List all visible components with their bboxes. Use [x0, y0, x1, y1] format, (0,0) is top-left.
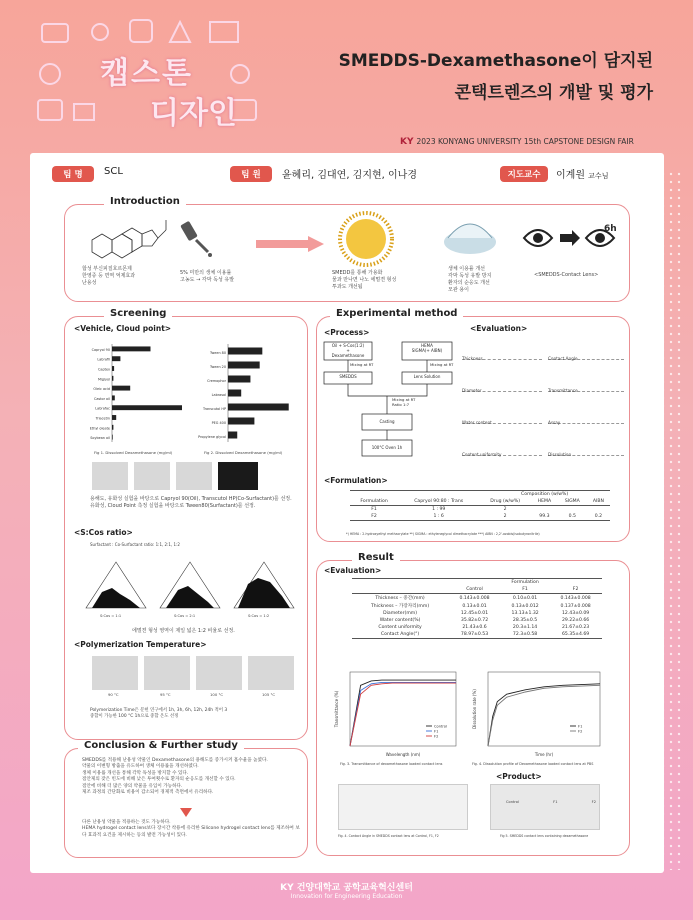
method-title: Experimental method: [330, 308, 463, 319]
result-table: [352, 578, 602, 639]
fig3-caption: Fig. 3. Transmittance of dexamethasone loaded contact lens: [340, 762, 443, 766]
tick-label: Ethyl oleate: [89, 426, 110, 431]
micelle-icon: [336, 210, 396, 268]
bar-mark: [112, 395, 115, 400]
col-header: AIBN: [587, 498, 610, 506]
col-header: SIGMA: [558, 498, 587, 506]
bar-mark: [112, 405, 182, 410]
intro-bullets-1: [82, 266, 182, 287]
member-names: 윤혜리, 김대연, 김지현, 이나경: [282, 170, 417, 181]
vial-image-4: [218, 462, 258, 490]
col-header: HEMA: [531, 498, 558, 506]
legend-label: F1: [434, 729, 439, 734]
col-header: Formulation: [350, 498, 398, 506]
intro-b4-item: 각막 독성 유발 방지: [448, 273, 492, 279]
bar-mark: [112, 376, 113, 381]
bar-mark: [228, 362, 260, 369]
table-row: Contact Angle(°) 78.97±0.53 72.3±0.58 65.35±4.69: [352, 631, 602, 639]
result-eval-subtitle: <Evaluation>: [324, 566, 382, 575]
tick-label: Labrafac: [95, 406, 110, 411]
bar-mark: [112, 356, 120, 361]
product-subtitle: <Product>: [496, 772, 542, 781]
eval-label: Contact Angle: [548, 356, 578, 361]
tick-label: Transcutol HP: [203, 406, 226, 411]
mix3-block: [392, 398, 415, 408]
eval-label: Thickness: [462, 356, 483, 361]
tick-label: PEG 400: [211, 420, 226, 425]
fig2-caption: Fig 2. Dissolved Dexamethasone (mg/ml): [204, 450, 283, 455]
bar-mark: [112, 366, 114, 371]
x-axis-label: Wavelength (nm): [385, 752, 421, 757]
temp-label: 105 °C: [262, 692, 276, 697]
result-title: Result: [352, 552, 400, 563]
ratio-note: Surfactant : Co-Surfactant ratio: 1:1, 2:1, 1:2: [90, 542, 180, 547]
eval-label: Diameter: [462, 388, 482, 393]
intro-b1-item: 난용성: [82, 280, 97, 286]
intro-bullets-2: [180, 270, 270, 284]
ternary-diagrams: [82, 560, 302, 614]
screening-note: 용해도, 유화성 실험을 바탕으로 Capryol 90(Oil), Transcutol HP(Co-Surfactant)를 선정.: [90, 496, 292, 502]
intro-b3-item: 물과 만나면 나노 에멀젼 형성: [332, 277, 397, 283]
member-label: 팀 원: [230, 166, 272, 182]
series-line: [350, 682, 456, 746]
molecule-icon: [82, 210, 172, 265]
poly-note: 중합이 가능한 100 °C 1h으로 중합 온도 선정: [90, 714, 179, 720]
mix2-label: Mixing at RT: [430, 362, 454, 367]
intro-b4-item: 생체 이용률 개선: [448, 266, 485, 272]
intro-b2-item: 5% 미만의 생체 이용률: [180, 270, 232, 276]
transmittance-chart: [332, 668, 460, 758]
eyedropper-icon: [178, 218, 218, 258]
temp-label: 100 °C: [210, 692, 224, 697]
intro-b1-item: 한영증 등 면역 억제효과: [82, 273, 136, 279]
intro-b4-item: 모관 용이: [448, 287, 469, 293]
vial-image-2: [134, 462, 170, 490]
intro-b3-item: SMEDD를 통해 가용화: [332, 270, 383, 276]
conclusion-item: SMEDDS를 적용해 난용성 약물인 Dexamethasone의 용해도를 증가시켜 흡수율을 높였다.: [82, 758, 268, 763]
ratio-subtitle: <S:Cos ratio>: [74, 528, 133, 537]
table-row: F1 1 : 99 2: [371, 507, 507, 512]
y-axis-label: Transmittance (%): [334, 690, 339, 728]
plus-label: +: [346, 348, 350, 354]
box-oil: [324, 343, 372, 359]
col-header: F1: [501, 586, 549, 594]
bar-chart-2: [192, 340, 300, 448]
ternary-1: [86, 562, 146, 608]
arrow-down-icon: [180, 808, 192, 818]
bar-chart-1: [76, 340, 188, 448]
eval-subtitle: <Evaluation>: [470, 324, 528, 333]
eval-label: Assay: [548, 420, 561, 425]
footer: [0, 880, 693, 900]
conclusion-list: [82, 758, 302, 797]
intro-bullets-3: [332, 270, 442, 291]
ternary-3: [234, 562, 294, 608]
poly-subtitle: <Polymerization Temperature>: [74, 640, 207, 649]
y-axis-label: Dissolution rate (%): [472, 689, 477, 729]
process-subtitle: <Process>: [324, 328, 370, 337]
product-labels: [506, 800, 596, 805]
fair-text: 2023 KONYANG UNIVERSITY 15th CAPSTONE DESIGN FAIR: [416, 137, 634, 146]
poster-title-2: 콘택트렌즈의 개발 및 평가: [454, 83, 653, 103]
future-list: [82, 820, 302, 839]
team-name: SCL: [104, 166, 123, 177]
intro-b3-item: 투과도 개선됨: [332, 284, 363, 290]
col-header: Drug (w/w%): [479, 498, 531, 506]
x-axis-label: Time (hr): [534, 752, 554, 757]
table-row: F2 1 : 6 2 99.3 0.5 0.2: [350, 513, 610, 521]
bar-mark: [112, 386, 130, 391]
fair-banner: [400, 137, 660, 147]
advisor-title: 교수님: [588, 172, 609, 180]
product-photo: [490, 784, 600, 830]
table-row: Thickness – 중간(mm) 0.143±0.008 0.10±0.01 0.143±0.008: [375, 595, 591, 601]
legend-label: Control: [434, 724, 447, 729]
mix3-label: Mixing at RT: [392, 397, 416, 402]
tick-label: Castor oil: [93, 396, 110, 401]
lens-caption: <SMEDDS-Contact Lens>: [534, 272, 599, 278]
conclusion-item: 점안제의 잦은 빈도에 비해 낮은 투여횟수로 환자의 순응도를 개선할 수 있다.: [82, 777, 236, 783]
conclusion-item: 약물의 이변형 방출을 유도하여 생체 이용률을 개선하였다.: [82, 764, 199, 770]
tri-caption: S:Cos = 1:2: [248, 614, 270, 618]
box-hema: [402, 343, 452, 353]
bar-mark: [112, 435, 113, 440]
intro-b4-item: 환자의 순응도 개선: [448, 280, 490, 286]
poster-title: SMEDDS-Dexamethasone이 담지된: [338, 51, 653, 71]
eval-label: Dissolution: [548, 452, 572, 457]
logo-text-2: 디자인: [150, 96, 237, 131]
dexa-label: Dexamethasone: [331, 353, 365, 359]
lens-photo-100: [196, 656, 242, 690]
ratio-label: Ratio 1:7: [392, 401, 410, 407]
intro-title: Introduction: [104, 196, 186, 207]
dissolution-chart: [470, 668, 604, 758]
tick-label: Capryol 90: [91, 347, 110, 352]
ternary-2: [160, 562, 220, 608]
eval-label: Content uniformity: [462, 452, 502, 457]
footer-logo: KY: [280, 883, 294, 893]
legend-label: F2: [578, 729, 583, 734]
footer-org-name: 건양대학교 공학교육혁신센터: [296, 883, 413, 893]
future-item: HEMA hydrogel contact lens보다 장시간 착용에 유리한 Silicone hydrogel contact lens를 제조하여 보다 효과적 요건을 제시하는 등의 발전 가능성이 있다.: [82, 826, 300, 838]
tick-label: Triacetin: [95, 416, 110, 421]
hema-label: HEMA: [421, 343, 433, 348]
conclusion-item: 생체 이용률 개선을 통해 각막 독성을 방지할 수 있다.: [82, 770, 189, 776]
fig6-caption: Fig 5. SMEDDS contact lens containing dexamethasone: [500, 834, 589, 838]
bar-mark: [112, 415, 116, 420]
advisor: 이계원: [556, 170, 585, 181]
time-label: 6h: [604, 224, 617, 234]
conclusion-item: 제조 과정의 간단화로 비용이 감소되어 경제적 측면에서 유리하다.: [82, 790, 214, 796]
eval-label: Water content: [462, 420, 492, 425]
bar-mark: [228, 418, 254, 425]
fair-logo: KY: [400, 137, 414, 147]
series-line: [488, 685, 600, 746]
team-label: 팀 명: [52, 166, 94, 182]
table-row: Thickness – 가장자리(mm) 0.13±0.01 0.13±0.012 0.137±0.008: [370, 603, 591, 609]
bar-mark: [112, 425, 113, 430]
product-label: F1: [553, 800, 558, 804]
bar-mark: [112, 346, 151, 351]
poly-notes: [90, 708, 300, 720]
vial-image-1: [92, 462, 128, 490]
oil-label: Oil + S-Cos(1:2): [331, 343, 365, 348]
ratio-result: 에멀젼 형성 영역이 제일 넓은 1:2 비율로 선정.: [132, 628, 235, 634]
fig1-caption: Fig 1. Dissolved Dexamethasone (mg/ml): [94, 450, 173, 455]
smedds-label: SMEDDS: [339, 374, 357, 379]
table-row: Diameter(mm) 12.45±0.01 13.13±1.32 12.43±0.09: [383, 611, 590, 616]
poly-note: Polymerization Time은 문헌 연구에서 1h, 3h, 6h, 12h, 24h 적어 3: [90, 708, 228, 713]
tri-caption: S:Cos = 1:1: [100, 614, 122, 618]
conclusion-item: 점안에 비해 더 많은 양의 약물을 유입이 가능하다.: [82, 783, 183, 789]
formulation-note: *) HEMA : 2-hydroxyethyl methacrylate **) SIGMA : ethyleneglycol dimethacrylate ***) AIBN : 2,2'-azobis(isobutyronitrile): [346, 532, 540, 536]
legend-label: F1: [578, 724, 583, 729]
lens-photo-95: [144, 656, 190, 690]
tick-label: Oleic acid: [93, 387, 110, 392]
bar-mark: [228, 390, 241, 397]
footer-org-en: Innovation for Engineering Education: [290, 893, 403, 900]
future-item: 다른 난용성 약물을 적용하는 것도 가능하다.: [82, 820, 171, 825]
fig5-caption: Fig. 4. Contact Angle in SMEDDS contact lens at Control, F1, F2: [338, 834, 439, 838]
series-line: [350, 683, 456, 746]
footer-org: [0, 880, 693, 893]
bar-mark: [228, 432, 237, 439]
tick-label: Cremophor: [207, 378, 226, 383]
table-row: Water content(%) 35.82±0.72 28.35±0.5 29.22±0.66: [379, 618, 590, 623]
intro-b1-item: 합성 부신피질호르몬제: [82, 266, 132, 272]
formulation-subtitle: <Formulation>: [324, 476, 388, 485]
tick-label: Soybean oil: [90, 436, 110, 441]
table-group: Composition (w/w%): [479, 491, 610, 499]
cure-label: 100°C Oven 1h: [371, 445, 403, 450]
advisor-name: [556, 166, 608, 181]
mix1-label: Mixing at RT: [350, 362, 374, 367]
legend-label: F2: [434, 734, 439, 739]
casting-label: Casting: [379, 419, 395, 424]
temp-label: 90 °C: [108, 692, 119, 697]
temp-label: 95 °C: [160, 692, 171, 697]
tick-label: Captex: [98, 367, 110, 372]
col-header: F2: [549, 586, 602, 594]
result-group: Formulation: [448, 579, 602, 587]
series-line: [488, 684, 600, 746]
tick-label: Miglyol: [98, 377, 110, 382]
formulation-table: [350, 490, 610, 521]
tick-label: Tween 20: [210, 364, 226, 369]
logo-text-1: 캡스톤: [100, 56, 193, 91]
intro-bullets-4: [448, 266, 538, 294]
lens-solution-label: Lens Solution: [413, 374, 441, 379]
bar-mark: [228, 404, 289, 411]
tick-label: Labrafil: [97, 357, 110, 362]
intro-b2-item: 고농도 → 각막 독성 유발: [180, 277, 235, 283]
tri-caption: S:Cos = 2:1: [174, 614, 196, 618]
tick-label: Labrasol: [211, 392, 226, 397]
eval-label: Transmittance: [548, 388, 578, 393]
product-label: Control: [506, 800, 519, 804]
screening-notes: [90, 496, 300, 510]
product-label: F2: [591, 800, 596, 804]
advisor-label: 지도교수: [500, 166, 548, 182]
tick-label: Propylene glycol: [198, 434, 226, 439]
tick-label: Tween 80: [210, 350, 226, 355]
vehicle-subtitle: <Vehicle, Cloud point>: [74, 324, 172, 333]
screening-note: 유화성, Cloud Point 측정 실험을 바탕으로 Tween80(Surfactant)를 선정.: [90, 503, 256, 509]
bar-mark: [228, 348, 262, 355]
conclusion-title: Conclusion & Further study: [78, 740, 244, 751]
table-row: Content uniformity 21.43±0.6 20.3±1.14 21.67±0.23: [378, 625, 590, 630]
screening-title: Screening: [104, 308, 172, 319]
bar-mark: [228, 376, 250, 383]
col-header: Control: [448, 586, 501, 594]
fig4-caption: Fig. 4. Dissolution profile of Dexamethasone loaded contact lens at PBS: [472, 762, 594, 766]
lens-photo-105: [248, 656, 294, 690]
sigma-label: SIGMA(+ AIBN): [411, 348, 443, 354]
col-header: Capryol 90:80 : Trans: [398, 498, 479, 506]
plot-frame: [488, 672, 600, 746]
vial-image-3: [176, 462, 212, 490]
contact-lens-icon: [440, 214, 500, 262]
lens-photo-90: [92, 656, 138, 690]
contact-angle-images: [338, 784, 468, 830]
arrow-right-icon: [256, 236, 326, 252]
